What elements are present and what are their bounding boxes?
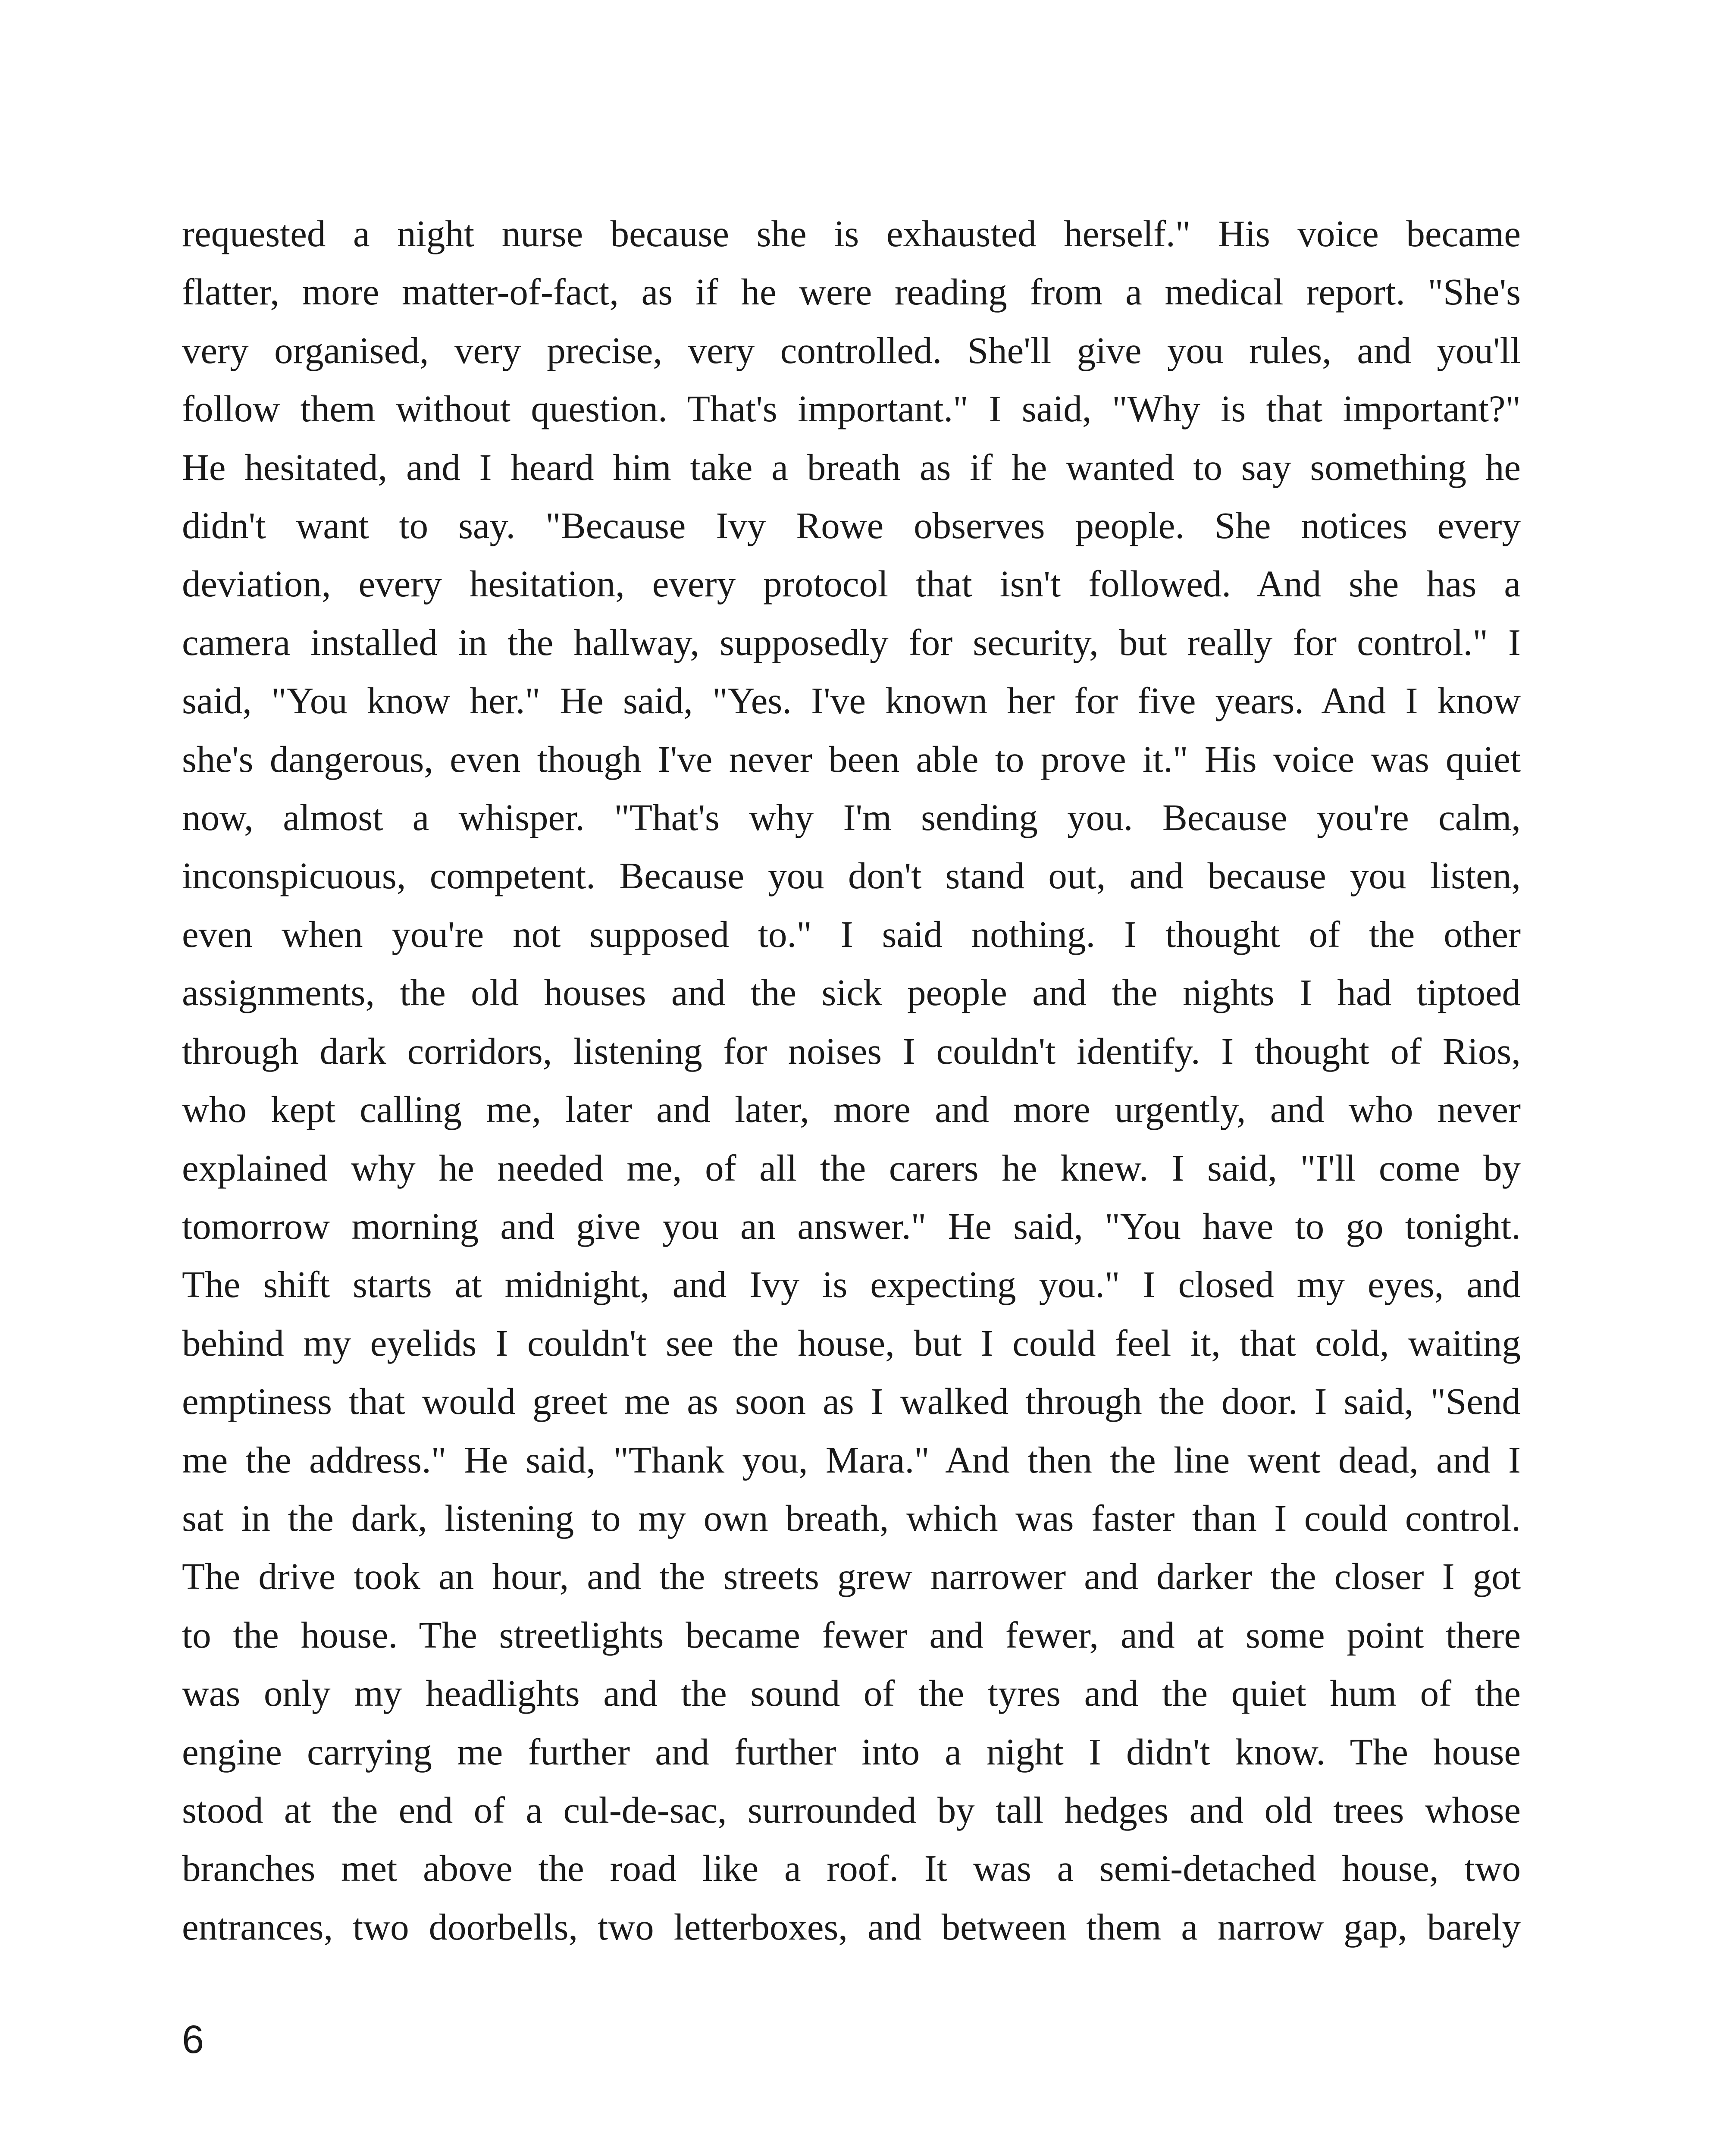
text-line-21: emptiness that would greet me as soon as I walked through the door. I said, "Send xyxy=(182,1380,1521,1423)
text-line-30: entrances, two doorbells, two letterboxes, and between them a narrow gap, barely xyxy=(182,1905,1521,1948)
text-line-23: sat in the dark, listening to my own breath, which was faster than I could control. xyxy=(182,1497,1521,1539)
text-line-3: very organised, very precise, very controlled. She'll give you rules, and you'll xyxy=(182,329,1521,371)
text-line-22: me the address." He said, "Thank you, Mara." And then the line went dead, and I xyxy=(182,1438,1521,1481)
text-line-19: The shift starts at midnight, and Ivy is expecting you." I closed my eyes, and xyxy=(182,1263,1521,1306)
text-line-9: said, "You know her." He said, "Yes. I've known her for five years. And I know xyxy=(182,680,1521,722)
text-line-28: stood at the end of a cul-de-sac, surrounded by tall hedges and old trees whose xyxy=(182,1789,1521,1831)
page-number: 6 xyxy=(182,2018,204,2062)
text-line-8: camera installed in the hallway, supposedly for security, but really for control." I xyxy=(182,621,1521,663)
text-line-14: assignments, the old houses and the sick people and the nights I had tiptoed xyxy=(182,971,1521,1014)
text-line-5: He hesitated, and I heard him take a breath as if he wanted to say something he xyxy=(182,446,1521,488)
text-line-11: now, almost a whisper. "That's why I'm sending you. Because you're calm, xyxy=(182,796,1521,839)
text-line-29: branches met above the road like a roof. It was a semi-detached house, two xyxy=(182,1847,1521,1890)
text-line-17: explained why he needed me, of all the carers he knew. I said, "I'll come by xyxy=(182,1147,1521,1189)
text-line-24: The drive took an hour, and the streets grew narrower and darker the closer I got xyxy=(182,1555,1521,1598)
text-line-15: through dark corridors, listening for noises I couldn't identify. I thought of Rios, xyxy=(182,1030,1521,1072)
text-line-1: requested a night nurse because she is exhausted herself." His voice became xyxy=(182,213,1521,254)
text-line-2: flatter, more matter-of-fact, as if he were reading from a medical report. "She's xyxy=(182,271,1521,313)
text-line-12: inconspicuous, competent. Because you don't stand out, and because you listen, xyxy=(182,855,1521,897)
body-text xyxy=(182,204,1521,1956)
text-line-10: she's dangerous, even though I've never been able to prove it." His voice was quiet xyxy=(182,738,1521,780)
text-line-13: even when you're not supposed to." I said nothing. I thought of the other xyxy=(182,913,1521,955)
text-line-7: deviation, every hesitation, every protocol that isn't followed. And she has a xyxy=(182,563,1521,605)
text-line-16: who kept calling me, later and later, more and more urgently, and who never xyxy=(182,1088,1521,1131)
text-line-18: tomorrow morning and give you an answer." He said, "You have to go tonight. xyxy=(182,1205,1521,1247)
text-line-20: behind my eyelids I couldn't see the house, but I could feel it, that cold, waiting xyxy=(182,1322,1521,1364)
text-line-6: didn't want to say. "Because Ivy Rowe observes people. She notices every xyxy=(182,505,1521,547)
text-line-27: engine carrying me further and further into a night I didn't know. The house xyxy=(182,1730,1521,1773)
text-line-25: to the house. The streetlights became fewer and fewer, and at some point there xyxy=(182,1614,1521,1656)
text-line-4: follow them without question. That's important." I said, "Why is that important?" xyxy=(182,388,1521,430)
text-line-26: was only my headlights and the sound of the tyres and the quiet hum of the xyxy=(182,1672,1521,1714)
